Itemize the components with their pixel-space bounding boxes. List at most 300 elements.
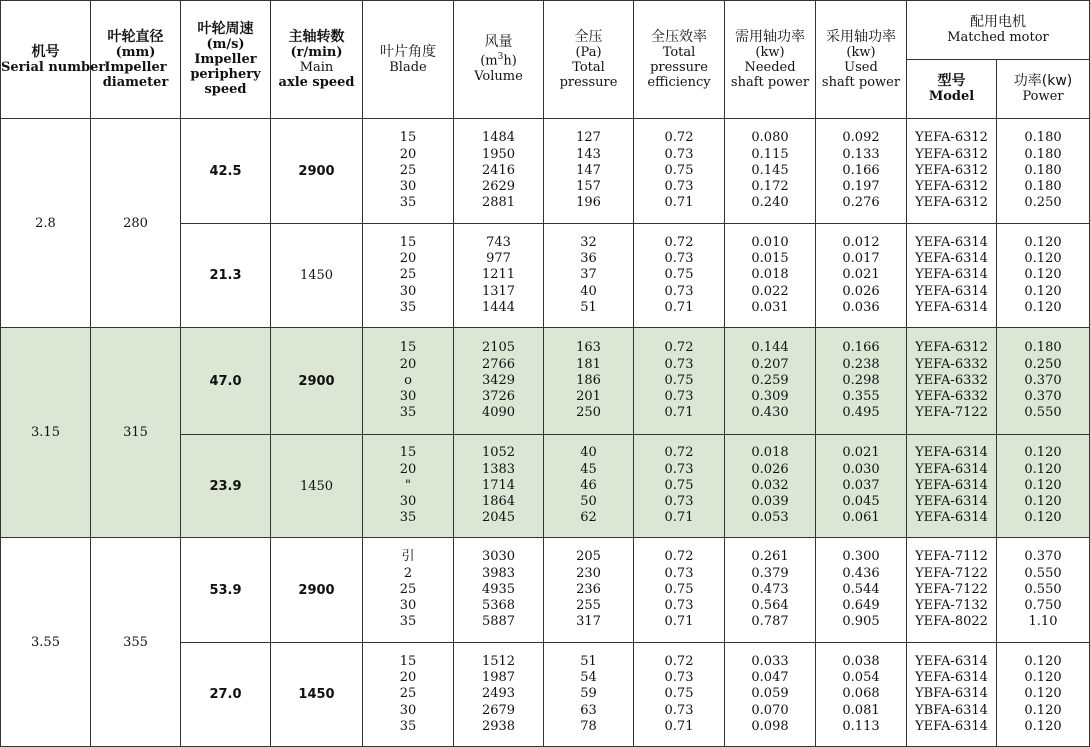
pressure-value: 40 — [580, 283, 597, 299]
needed-value: 0.059 — [751, 686, 789, 702]
pressure-value: 317 — [576, 614, 601, 630]
needed-value: 0.261 — [751, 549, 789, 565]
volume-value: 743 — [486, 234, 511, 250]
header-needed-shaft-power: 需用轴功率 (kw) Needed shaft power — [725, 1, 816, 119]
pressure-value: 37 — [580, 267, 597, 283]
header-total-pressure: 全压 (Pa) Total pressure — [544, 1, 634, 119]
volume-cell — [454, 224, 544, 328]
power-value: 0.120 — [1024, 702, 1062, 718]
periphery-speed-cell: 42.5 — [181, 119, 271, 224]
power-value: 0.180 — [1024, 162, 1062, 178]
power-value: 0.250 — [1024, 356, 1062, 372]
volume-value: 3030 — [481, 549, 516, 565]
header-serial-number: 机号 Serial number — [1, 1, 91, 119]
header-used-shaft-power: 采用轴功率 (kw) Used shaft power — [816, 1, 907, 119]
volume-value: 1444 — [481, 299, 516, 315]
power-value: 0.750 — [1024, 598, 1062, 614]
needed-value: 0.309 — [751, 389, 789, 405]
used-cell — [816, 435, 907, 538]
volume-value: 1864 — [481, 494, 516, 510]
efficiency-value: 0.73 — [664, 283, 694, 299]
volume-value: 977 — [486, 251, 511, 267]
power-value: 0.120 — [1024, 267, 1062, 283]
blade-value: 30 — [399, 598, 417, 614]
blade-value: 35 — [399, 718, 417, 734]
volume-value: 2629 — [481, 179, 516, 195]
used-value: 0.905 — [842, 614, 880, 630]
pressure-value: 54 — [580, 670, 597, 686]
used-value: 0.495 — [842, 405, 880, 421]
table-body — [1, 119, 1090, 747]
efficiency-value: 0.71 — [664, 614, 694, 630]
volume-value: 2105 — [481, 340, 516, 356]
efficiency-value: 0.75 — [664, 267, 694, 283]
pressure-value: 45 — [580, 461, 597, 477]
blade-value: 30 — [399, 283, 417, 299]
header-blade-angle: 叶片角度 Blade — [363, 1, 454, 119]
volume-cell — [454, 328, 544, 435]
power-cell — [997, 328, 1090, 435]
needed-value: 0.018 — [751, 445, 789, 461]
used-value: 0.197 — [842, 179, 880, 195]
blade-value: o — [404, 372, 412, 388]
efficiency-cell — [634, 435, 725, 538]
periphery-speed-cell: 27.0 — [181, 643, 271, 747]
blade-value: 15 — [399, 445, 417, 461]
needed-value: 0.039 — [751, 494, 789, 510]
model-value: YEFA-6314 — [915, 251, 988, 267]
efficiency-value: 0.71 — [664, 405, 694, 421]
model-value: YEFA-6312 — [915, 179, 988, 195]
pressure-cell — [544, 224, 634, 328]
volume-value: 5368 — [481, 598, 516, 614]
efficiency-value: 0.73 — [664, 565, 694, 581]
header-motor-model: 型号 Model — [907, 60, 997, 119]
model-value: YBFA-6314 — [915, 702, 988, 718]
efficiency-value: 0.72 — [664, 340, 694, 356]
header-motor-power: 功率(kw) Power — [997, 60, 1090, 119]
blade-value: 25 — [399, 581, 417, 597]
used-cell — [816, 119, 907, 224]
blade-value: 15 — [399, 653, 417, 669]
needed-value: 0.010 — [751, 234, 789, 250]
serial-number-cell: 3.55 — [1, 538, 91, 747]
impeller-diameter-cell: 280 — [91, 119, 181, 328]
power-value: 0.120 — [1024, 461, 1062, 477]
needed-value: 0.379 — [751, 565, 789, 581]
axle-speed-cell: 2900 — [271, 119, 363, 224]
used-value: 0.054 — [842, 670, 880, 686]
model-value: YEFA-6314 — [915, 510, 988, 526]
pressure-value: 62 — [580, 510, 597, 526]
volume-value: 2416 — [481, 162, 516, 178]
blade-value: 35 — [399, 510, 417, 526]
model-value: YEFA-6332 — [915, 356, 988, 372]
volume-value: 1714 — [481, 477, 516, 493]
model-value: YEFA-6314 — [915, 653, 988, 669]
volume-value: 1987 — [481, 670, 516, 686]
header-impeller-diameter: 叶轮直径 (mm) Impeller diameter — [91, 1, 181, 119]
used-value: 0.061 — [842, 510, 880, 526]
power-value: 0.120 — [1024, 494, 1062, 510]
axle-speed-cell: 1450 — [271, 643, 363, 747]
efficiency-value: 0.75 — [664, 477, 694, 493]
needed-value: 0.098 — [751, 718, 789, 734]
volume-cell — [454, 435, 544, 538]
needed-value: 0.026 — [751, 461, 789, 477]
pressure-value: 59 — [580, 686, 597, 702]
serial-number-cell: 3.15 — [1, 328, 91, 538]
used-cell — [816, 224, 907, 328]
needed-value: 0.053 — [751, 510, 789, 526]
power-value: 0.370 — [1024, 389, 1062, 405]
used-value: 0.021 — [842, 267, 880, 283]
pressure-value: 51 — [580, 299, 597, 315]
pressure-value: 201 — [576, 389, 601, 405]
axle-speed-cell: 1450 — [271, 224, 363, 328]
blade-cell — [363, 435, 454, 538]
power-value: 0.250 — [1024, 195, 1062, 211]
efficiency-value: 0.75 — [664, 686, 694, 702]
efficiency-cell — [634, 643, 725, 747]
power-value: 0.180 — [1024, 340, 1062, 356]
volume-cell — [454, 538, 544, 643]
power-value: 0.120 — [1024, 510, 1062, 526]
table-row — [1, 328, 1090, 435]
power-value: 0.120 — [1024, 234, 1062, 250]
used-value: 0.355 — [842, 389, 880, 405]
needed-value: 0.070 — [751, 702, 789, 718]
power-value: 0.120 — [1024, 670, 1062, 686]
efficiency-value: 0.71 — [664, 195, 694, 211]
axle-speed-cell: 1450 — [271, 435, 363, 538]
blade-value: 20 — [399, 356, 417, 372]
used-value: 0.012 — [842, 234, 880, 250]
volume-value: 2766 — [481, 356, 516, 372]
efficiency-value: 0.72 — [664, 130, 694, 146]
blade-value: 15 — [399, 340, 417, 356]
used-value: 0.037 — [842, 477, 880, 493]
power-value: 0.120 — [1024, 653, 1062, 669]
model-cell — [907, 224, 997, 328]
volume-value: 2045 — [481, 510, 516, 526]
model-value: YEFA-6312 — [915, 130, 988, 146]
efficiency-value: 0.75 — [664, 581, 694, 597]
needed-value: 0.207 — [751, 356, 789, 372]
periphery-speed-cell: 21.3 — [181, 224, 271, 328]
pressure-value: 46 — [580, 477, 597, 493]
power-value: 0.550 — [1024, 405, 1062, 421]
needed-value: 0.144 — [751, 340, 789, 356]
model-value: YEFA-6312 — [915, 146, 988, 162]
used-value: 0.298 — [842, 372, 880, 388]
blade-value: 30 — [399, 494, 417, 510]
used-value: 0.649 — [842, 598, 880, 614]
volume-value: 3429 — [481, 372, 516, 388]
model-value: YEFA-6312 — [915, 162, 988, 178]
efficiency-value: 0.71 — [664, 510, 694, 526]
pressure-value: 205 — [576, 549, 601, 565]
efficiency-value: 0.72 — [664, 234, 694, 250]
periphery-speed-cell: 23.9 — [181, 435, 271, 538]
model-cell — [907, 328, 997, 435]
needed-value: 0.033 — [751, 653, 789, 669]
model-value: YEFA-6314 — [915, 299, 988, 315]
power-value: 0.370 — [1024, 549, 1062, 565]
impeller-diameter-cell: 355 — [91, 538, 181, 747]
blade-value: 25 — [399, 686, 417, 702]
pressure-cell — [544, 643, 634, 747]
blade-value: 35 — [399, 614, 417, 630]
power-cell — [997, 538, 1090, 643]
header-total-pressure-efficiency: 全压效率 Total pressure efficiency — [634, 1, 725, 119]
pressure-value: 78 — [580, 718, 597, 734]
volume-value: 1383 — [481, 461, 516, 477]
efficiency-value: 0.73 — [664, 461, 694, 477]
blade-value: 35 — [399, 195, 417, 211]
table-row — [1, 538, 1090, 643]
efficiency-value: 0.73 — [664, 146, 694, 162]
model-value: YEFA-6314 — [915, 494, 988, 510]
used-value: 0.026 — [842, 283, 880, 299]
power-value: 0.120 — [1024, 299, 1062, 315]
efficiency-cell — [634, 538, 725, 643]
blade-cell — [363, 119, 454, 224]
used-cell — [816, 328, 907, 435]
pressure-value: 50 — [580, 494, 597, 510]
used-value: 0.113 — [842, 718, 880, 734]
model-cell — [907, 643, 997, 747]
needed-cell — [725, 538, 816, 643]
pressure-value: 127 — [576, 130, 601, 146]
power-cell — [997, 224, 1090, 328]
model-value: YEFA-7112 — [915, 549, 988, 565]
power-value: 0.120 — [1024, 686, 1062, 702]
pressure-value: 196 — [576, 195, 601, 211]
axle-speed-cell: 2900 — [271, 538, 363, 643]
needed-value: 0.145 — [751, 162, 789, 178]
blade-value: 15 — [399, 234, 417, 250]
blade-value: 30 — [399, 389, 417, 405]
efficiency-value: 0.73 — [664, 179, 694, 195]
power-value: 0.120 — [1024, 251, 1062, 267]
needed-value: 0.018 — [751, 267, 789, 283]
used-value: 0.030 — [842, 461, 880, 477]
efficiency-value: 0.73 — [664, 251, 694, 267]
blade-value: 20 — [399, 251, 417, 267]
model-value: YEFA-6312 — [915, 340, 988, 356]
power-value: 0.120 — [1024, 283, 1062, 299]
volume-value: 1211 — [481, 267, 516, 283]
table-row — [1, 119, 1090, 224]
blade-value: 20 — [399, 146, 417, 162]
blade-value: 20 — [399, 670, 417, 686]
used-cell — [816, 538, 907, 643]
volume-cell — [454, 119, 544, 224]
power-value: 0.180 — [1024, 179, 1062, 195]
serial-number-cell: 2.8 — [1, 119, 91, 328]
used-value: 0.133 — [842, 146, 880, 162]
header-matched-motor: 配用电机 Matched motor — [907, 1, 1090, 60]
needed-value: 0.259 — [751, 372, 789, 388]
used-value: 0.081 — [842, 702, 880, 718]
power-value: 0.370 — [1024, 372, 1062, 388]
model-cell — [907, 435, 997, 538]
volume-value: 1484 — [481, 130, 516, 146]
power-cell — [997, 643, 1090, 747]
used-value: 0.238 — [842, 356, 880, 372]
used-value: 0.166 — [842, 340, 880, 356]
efficiency-value: 0.75 — [664, 162, 694, 178]
pressure-cell — [544, 435, 634, 538]
power-cell — [997, 435, 1090, 538]
power-value: 0.550 — [1024, 581, 1062, 597]
blade-cell — [363, 224, 454, 328]
volume-value: 2938 — [481, 718, 516, 734]
power-value: 1.10 — [1028, 614, 1058, 630]
efficiency-value: 0.73 — [664, 598, 694, 614]
volume-value: 1512 — [481, 653, 516, 669]
blade-value: 引 — [401, 549, 415, 565]
efficiency-cell — [634, 119, 725, 224]
power-value: 0.120 — [1024, 477, 1062, 493]
model-value: YEFA-7132 — [915, 598, 988, 614]
used-value: 0.544 — [842, 581, 880, 597]
volume-cell — [454, 643, 544, 747]
header-impeller-periphery-speed: 叶轮周速 (m/s) Impeller periphery speed — [181, 1, 271, 119]
model-value: YEFA-6314 — [915, 461, 988, 477]
volume-value: 3983 — [481, 565, 516, 581]
used-value: 0.038 — [842, 653, 880, 669]
blade-value: 15 — [399, 130, 417, 146]
pressure-value: 40 — [580, 445, 597, 461]
model-value: YEFA-6314 — [915, 718, 988, 734]
pressure-value: 36 — [580, 251, 597, 267]
needed-value: 0.240 — [751, 195, 789, 211]
power-value: 0.120 — [1024, 445, 1062, 461]
pressure-value: 147 — [576, 162, 601, 178]
needed-value: 0.031 — [751, 299, 789, 315]
pressure-value: 32 — [580, 234, 597, 250]
needed-value: 0.115 — [751, 146, 789, 162]
needed-value: 0.564 — [751, 598, 789, 614]
needed-cell — [725, 119, 816, 224]
power-value: 0.180 — [1024, 130, 1062, 146]
pressure-cell — [544, 328, 634, 435]
pressure-value: 51 — [580, 653, 597, 669]
blade-value: 2 — [403, 565, 413, 581]
blade-value: " — [405, 477, 411, 493]
model-value: YEFA-6314 — [915, 234, 988, 250]
efficiency-value: 0.75 — [664, 372, 694, 388]
volume-value: 1950 — [481, 146, 516, 162]
used-value: 0.092 — [842, 130, 880, 146]
model-cell — [907, 538, 997, 643]
volume-value: 4935 — [481, 581, 516, 597]
used-value: 0.436 — [842, 565, 880, 581]
efficiency-value: 0.72 — [664, 653, 694, 669]
used-value: 0.166 — [842, 162, 880, 178]
blade-cell — [363, 538, 454, 643]
pressure-value: 181 — [576, 356, 601, 372]
needed-value: 0.473 — [751, 581, 789, 597]
model-value: YEFA-7122 — [915, 565, 988, 581]
periphery-speed-cell: 53.9 — [181, 538, 271, 643]
blade-cell — [363, 328, 454, 435]
model-value: YEFA-8022 — [915, 614, 988, 630]
model-cell — [907, 119, 997, 224]
volume-value: 2679 — [481, 702, 516, 718]
model-value: YBFA-6314 — [915, 686, 988, 702]
power-cell — [997, 119, 1090, 224]
pressure-value: 163 — [576, 340, 601, 356]
pressure-value: 250 — [576, 405, 601, 421]
needed-cell — [725, 435, 816, 538]
volume-value: 2493 — [481, 686, 516, 702]
used-value: 0.017 — [842, 251, 880, 267]
pressure-value: 63 — [580, 702, 597, 718]
blade-value: 20 — [399, 461, 417, 477]
efficiency-value: 0.72 — [664, 549, 694, 565]
model-value: YEFA-7122 — [915, 581, 988, 597]
efficiency-value: 0.73 — [664, 494, 694, 510]
needed-cell — [725, 328, 816, 435]
blade-value: 25 — [399, 162, 417, 178]
model-value: YEFA-6332 — [915, 372, 988, 388]
header-main-axle-speed: 主轴转数 (r/min) Main axle speed — [271, 1, 363, 119]
needed-cell — [725, 643, 816, 747]
used-cell — [816, 643, 907, 747]
axle-speed-cell: 2900 — [271, 328, 363, 435]
volume-value: 4090 — [481, 405, 516, 421]
blade-value: 35 — [399, 299, 417, 315]
model-value: YEFA-6314 — [915, 477, 988, 493]
blade-value: 35 — [399, 405, 417, 421]
model-value: YEFA-6314 — [915, 445, 988, 461]
pressure-cell — [544, 538, 634, 643]
blade-cell — [363, 643, 454, 747]
power-value: 0.120 — [1024, 718, 1062, 734]
used-value: 0.021 — [842, 445, 880, 461]
used-value: 0.300 — [842, 549, 880, 565]
power-value: 0.550 — [1024, 565, 1062, 581]
needed-value: 0.172 — [751, 179, 789, 195]
model-value: YEFA-6314 — [915, 267, 988, 283]
blade-value: 30 — [399, 179, 417, 195]
model-value: YEFA-6314 — [915, 283, 988, 299]
pressure-value: 143 — [576, 146, 601, 162]
needed-value: 0.047 — [751, 670, 789, 686]
used-value: 0.276 — [842, 195, 880, 211]
pressure-value: 230 — [576, 565, 601, 581]
used-value: 0.068 — [842, 686, 880, 702]
model-value: YEFA-6312 — [915, 195, 988, 211]
blade-value: 30 — [399, 702, 417, 718]
volume-value: 1317 — [481, 283, 516, 299]
needed-value: 0.430 — [751, 405, 789, 421]
used-value: 0.045 — [842, 494, 880, 510]
pressure-cell — [544, 119, 634, 224]
needed-value: 0.022 — [751, 283, 789, 299]
pressure-value: 255 — [576, 598, 601, 614]
efficiency-value: 0.71 — [664, 299, 694, 315]
impeller-diameter-cell: 315 — [91, 328, 181, 538]
model-value: YEFA-7122 — [915, 405, 988, 421]
efficiency-value: 0.71 — [664, 718, 694, 734]
used-value: 0.036 — [842, 299, 880, 315]
needed-cell — [725, 224, 816, 328]
needed-value: 0.032 — [751, 477, 789, 493]
